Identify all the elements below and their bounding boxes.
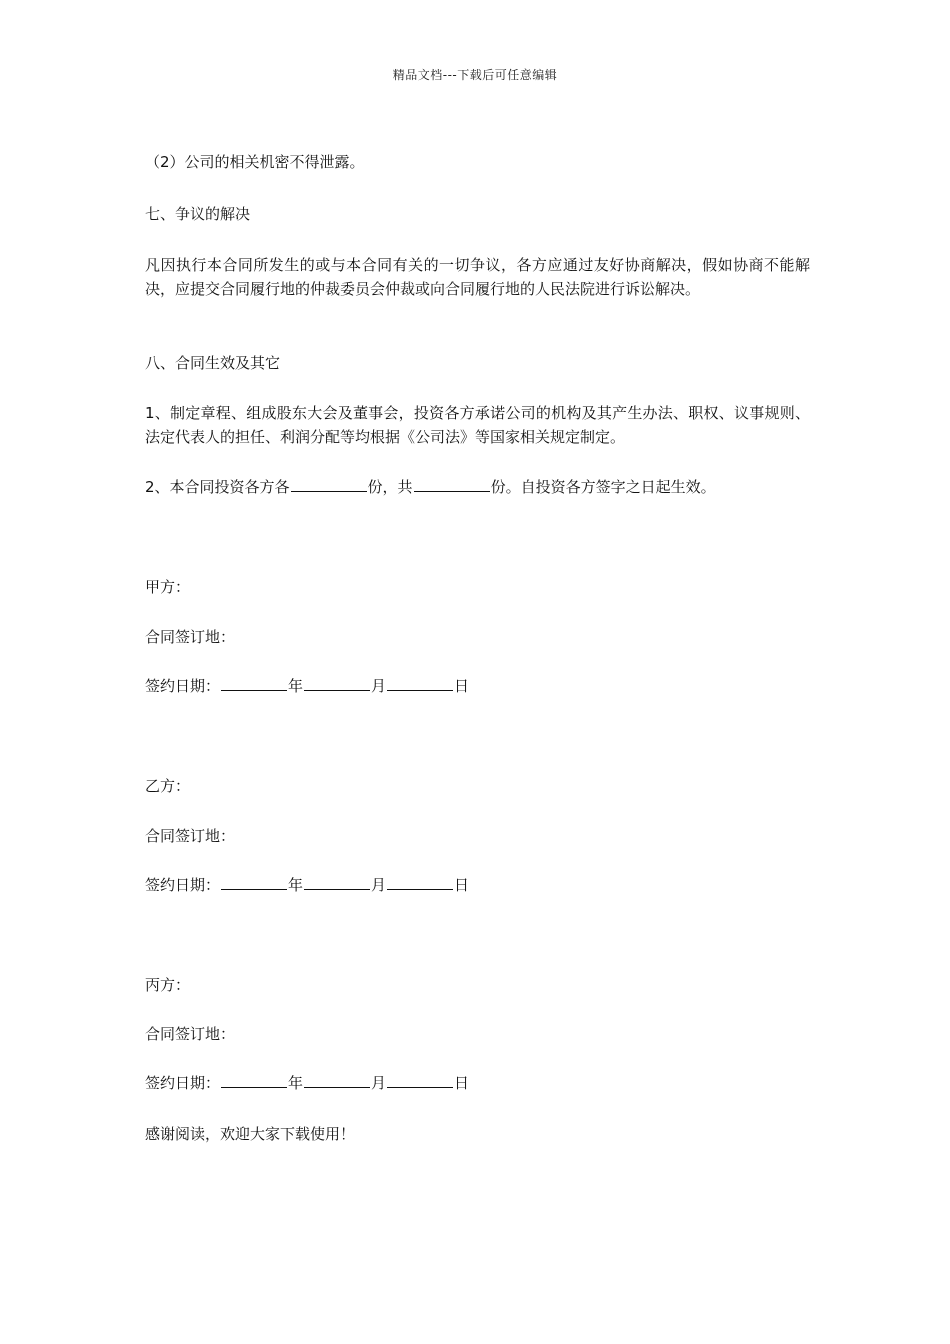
section-7-title: 七、争议的解决 [145, 205, 251, 223]
date-label: 签约日期： [145, 677, 221, 695]
date-label: 签约日期： [145, 876, 221, 894]
party-a-signing-place: 合同签订地： [145, 628, 236, 646]
party-a-label: 甲方： [145, 578, 191, 596]
day-blank [387, 1072, 453, 1088]
year-blank [221, 675, 287, 691]
month-blank [304, 1072, 370, 1088]
year-blank [221, 874, 287, 890]
year-unit: 年 [288, 876, 304, 894]
year-unit: 年 [288, 1074, 304, 1092]
party-c-signing-date [145, 1071, 810, 1095]
month-unit: 月 [371, 1074, 387, 1092]
month-unit: 月 [371, 677, 387, 695]
section-8-item-1: 1、制定章程、组成股东大会及董事会，投资各方承诺公司的机构及其产生办法、职权、议事规则、法定代表人的担任、利润分配等均根据《公司法》等国家相关规定制定。 [145, 404, 810, 446]
party-b-signing-date [145, 873, 810, 897]
closing-message: 感谢阅读，欢迎大家下载使用！ [145, 1125, 356, 1143]
month-unit: 月 [371, 876, 387, 894]
month-blank [304, 675, 370, 691]
item-2-part-3: 份。自投资各方签字之日起生效。 [490, 478, 716, 496]
day-unit: 日 [454, 876, 470, 894]
party-b-signing-place: 合同签订地： [145, 827, 236, 845]
year-blank [221, 1072, 287, 1088]
month-blank [304, 874, 370, 890]
copies-total-blank [414, 476, 490, 492]
day-blank [387, 874, 453, 890]
day-unit: 日 [454, 677, 470, 695]
party-c-signing-place: 合同签订地： [145, 1025, 236, 1043]
party-a-signing-date [145, 674, 810, 698]
item-2-part-2: 份，共 [367, 478, 413, 496]
party-c-label: 丙方： [145, 976, 191, 994]
copies-each-blank [291, 476, 367, 492]
section-7-body: 凡因执行本合同所发生的或与本合同有关的一切争议，各方应通过友好协商解决，假如协商不能解决，应提交合同履行地的仲裁委员会仲裁或向合同履行地的人民法院进行诉讼解决。 [145, 256, 810, 298]
date-label: 签约日期： [145, 1074, 221, 1092]
section-8-title: 八、合同生效及其它 [145, 354, 281, 372]
page-header: 精品文档---下载后可任意编辑 [392, 68, 558, 82]
item-2-part-1: 2、本合同投资各方各 [145, 478, 290, 496]
year-unit: 年 [288, 677, 304, 695]
party-b-label: 乙方： [145, 777, 191, 795]
clause-confidentiality: （2）公司的相关机密不得泄露。 [145, 153, 365, 171]
day-unit: 日 [454, 1074, 470, 1092]
section-8-item-2 [145, 475, 810, 499]
day-blank [387, 675, 453, 691]
